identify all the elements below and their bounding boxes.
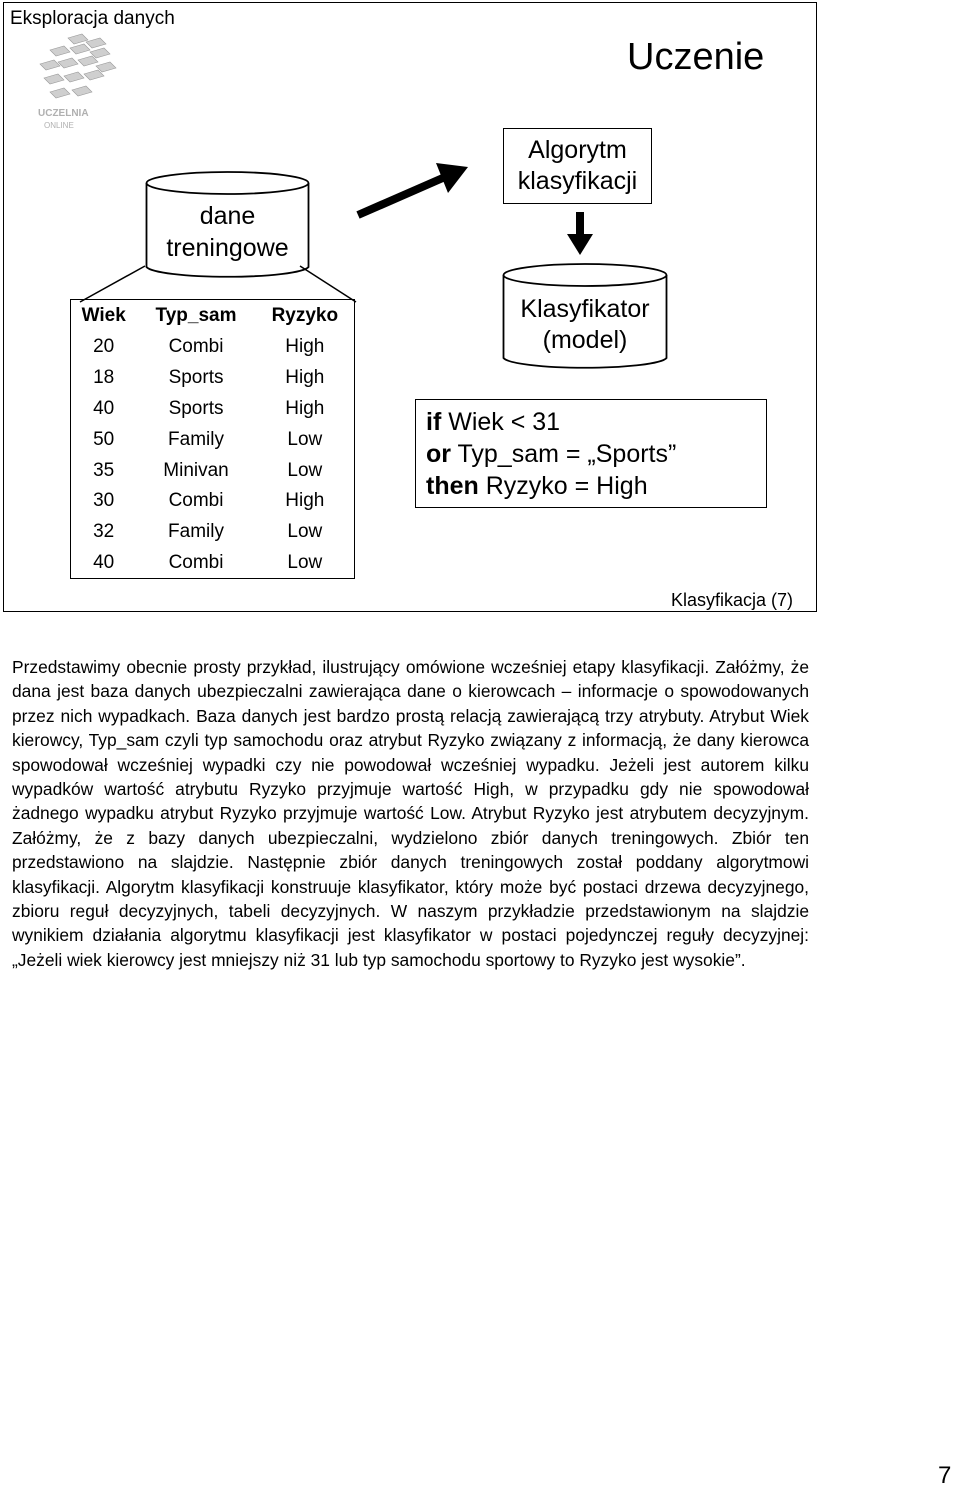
rule-line-then: then Ryzyko = High <box>426 472 648 500</box>
table-cell: Combi <box>168 490 224 512</box>
table-header-row <box>71 300 355 333</box>
table-row <box>71 548 355 579</box>
uczelnia-logo <box>30 30 120 135</box>
table-row <box>71 424 355 455</box>
table-cell: 32 <box>93 521 115 543</box>
body-paragraph: Przedstawimy obecnie prosty przykład, ilustrujący omówione wcześniej etapy klasyfikacji. Załóżmy, że dana jest baza danych ubezpieczalni zawierająca dane o kierowcach – informacje o spowodowanych przez nich wypadkach. Baza danych jest bardzo prostą relacją zawierającą trzy atrybuty. Atrybut Wiek kierowcy, Typ_sam czyli typ samochodu oraz atrybut Ryzyko związany z informacją, że dany kierowca spowodował wcześniej wypadki czy nie powodował wcześniej wypadku. Jeżeli jest autorem kilku wypadków wartość atrybutu Ryzyko przyjmuje wartość High, w przypadku gdy nie spowodował żadnego wypadku atrybut Ryzyko przyjmuje wartość Low. Atrybut Ryzyko jest atrybutem decyzyjnym. Załóżmy, że z bazy danych ubezpieczalni, wydzielono zbiór danych treningowych. Zbiór ten przedstawiono na slajdzie. Następnie zbiór danych treningowych został poddany algorytmowi klasyfikacji. Algorytm klasyfikacji konstruuje klasyfikator, który może być postaci drzewa decyzyjnego, zbioru reguł decyzyjnych, tabeli decyzyjnych. W naszym przykładzie przedstawionym na slajdzie wynikiem działania algorytmu klasyfikacji jest klasyfikator w postaci pojedynczej reguły decyzyjnej: „Jeżeli wiek kierowcy jest mniejszy niż 31 lub typ samochodu sportowy to Ryzyko jest wysokie”. <box>12 657 809 970</box>
table-cell: Minivan <box>163 459 229 481</box>
table-cell: High <box>285 397 325 419</box>
column-header: Wiek <box>81 305 126 326</box>
table-cell: 35 <box>93 459 115 481</box>
column-header: Ryzyko <box>271 305 339 326</box>
table-cell: Family <box>168 521 224 543</box>
rule-line-if: if Wiek < 31 <box>426 408 561 436</box>
arrow-to-algorithm-icon <box>350 155 480 225</box>
table-cell: 40 <box>93 397 115 419</box>
table-row <box>71 394 355 425</box>
slide-caption: Klasyfikacja (7) <box>671 590 794 610</box>
table-cell: Low <box>287 551 323 573</box>
table-cell: 18 <box>93 367 115 389</box>
table-cell: 40 <box>93 551 115 573</box>
training-data-label: dane treningowe <box>166 202 289 262</box>
table-cell: Sports <box>168 367 224 389</box>
table-row <box>71 363 355 394</box>
table-cell: Combi <box>168 551 224 573</box>
column-header: Typ_sam <box>155 305 237 326</box>
svg-text:ONLINE: ONLINE <box>44 121 74 130</box>
table-row <box>71 332 355 363</box>
table-cell: Combi <box>168 336 224 358</box>
model-label: Klasyfikator (model) <box>520 295 650 354</box>
rule-line-or: or Typ_sam = „Sports” <box>426 440 677 468</box>
table-row <box>71 517 355 548</box>
table-row <box>71 486 355 517</box>
table-cell: Low <box>287 459 323 481</box>
slide-title: Uczenie <box>627 36 765 78</box>
down-arrow-icon <box>565 212 595 257</box>
table-row <box>71 455 355 486</box>
logo-text: UCZELNIA <box>38 108 89 119</box>
training-data-table <box>70 299 355 579</box>
table-cell: Low <box>287 428 323 450</box>
table-cell: 30 <box>93 490 115 512</box>
table-cell: High <box>285 336 325 358</box>
rule-box <box>415 399 767 508</box>
table-cell: 50 <box>93 428 115 450</box>
algorithm-box: Algorytm klasyfikacji <box>503 128 652 204</box>
table-cell: High <box>285 490 325 512</box>
page-number: 7 <box>938 1462 952 1489</box>
table-cell: Family <box>168 428 224 450</box>
table-cell: 20 <box>93 336 115 358</box>
slide-header: Eksploracja danych <box>10 8 175 29</box>
table-cell: Sports <box>168 397 224 419</box>
table-cell: High <box>285 367 325 389</box>
table-cell: Low <box>287 521 323 543</box>
